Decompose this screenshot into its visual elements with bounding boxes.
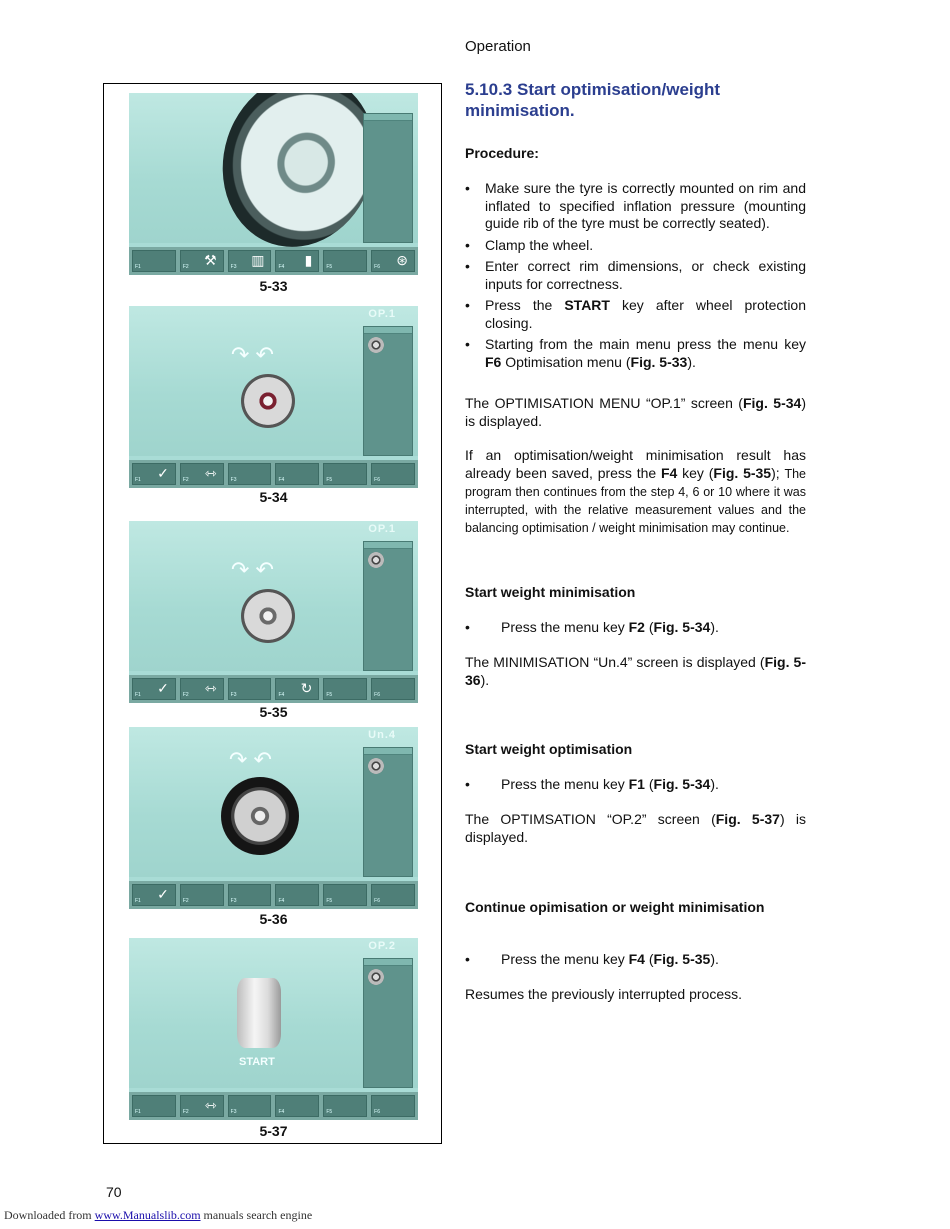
f5-key[interactable]: F5 [323, 884, 367, 906]
f3-key[interactable]: F3 ▥ [228, 250, 272, 272]
rim-icon [241, 589, 295, 643]
function-key-bar [129, 247, 418, 275]
weight-shift-icon: ⇿ [204, 680, 217, 696]
figure-5-35 [129, 521, 418, 703]
f3-key[interactable]: F3 [228, 1095, 272, 1117]
f1-key[interactable]: F1 ✓ [132, 463, 176, 485]
f1-key[interactable]: F1 ✓ [132, 884, 176, 906]
start-label: START [239, 1056, 275, 1068]
rim-side-icon [237, 978, 281, 1048]
para-op1: The OPTIMISATION MENU “OP.1” screen (Fig. 5-34) is displayed. [465, 395, 807, 429]
f1-key[interactable]: F1 ✓ [132, 678, 176, 700]
rotation-arrows-icon: ↷ ↶ [229, 747, 272, 772]
status-panel [363, 541, 413, 671]
status-panel [363, 326, 413, 456]
f3-key[interactable]: F3 [228, 463, 272, 485]
check-icon: ✓ [157, 680, 169, 696]
para-min: The MINIMISATION “Un.4” screen is displayed (Fig. 5-36). [465, 654, 806, 688]
f5-key[interactable]: F5 [323, 678, 367, 700]
f6-key[interactable]: F6 [371, 463, 415, 485]
page-number: 70 [106, 1184, 122, 1200]
function-key-bar [129, 1092, 418, 1120]
weight-shift-icon: ⇿ [204, 465, 217, 481]
status-panel [363, 113, 413, 243]
status-panel [363, 958, 413, 1088]
figure-5-37 [129, 938, 418, 1120]
para-saved-result [465, 447, 806, 537]
heading-continue: Continue opimisation or weight minimisation [465, 899, 765, 915]
bullet-min [465, 619, 806, 641]
f6-key[interactable]: F6 [371, 678, 415, 700]
figure-caption: 5-34 [259, 489, 288, 505]
f2-key[interactable]: F2 ⚒ [180, 250, 224, 272]
bullet-list [465, 180, 806, 371]
weight-shift-icon: ⇿ [204, 1097, 217, 1113]
procedure-list [465, 180, 806, 375]
wheel-icon: ⊛ [396, 252, 408, 268]
function-key-bar [129, 881, 418, 909]
bullet-cont [465, 951, 806, 973]
heading-start-optimisation: Start weight optimisation [465, 741, 633, 757]
screen-title: Un.4 [368, 729, 396, 741]
para-saved-detail: The program then continues from the step 4, 6 or 10 where it was interrupted, with the relative measurement values and the balancing optimisation / weight minimisation may continue. [465, 466, 806, 535]
f5-key[interactable]: F5 [323, 463, 367, 485]
list-item: • Press the menu key F1 (Fig. 5-34). [465, 776, 806, 794]
resume-icon: ↻ [300, 680, 313, 696]
f4-key[interactable]: F4 [275, 884, 319, 906]
rim-icon [241, 374, 295, 428]
f4-key[interactable]: F4 [275, 1095, 319, 1117]
tools-icon: ⚒ [204, 252, 217, 268]
list-item: • Starting from the main menu press the menu key F6 Optimisation menu (Fig. 5-33). [465, 336, 806, 371]
balancer-icon: ▥ [251, 252, 265, 268]
figure-caption: 5-37 [259, 1123, 288, 1139]
screen-title: OP.1 [368, 523, 396, 535]
heading-start-minimisation: Start weight minimisation [465, 584, 636, 600]
function-key-bar [129, 460, 418, 488]
weight-icon: ▮ [304, 252, 313, 268]
f3-key[interactable]: F3 [228, 884, 272, 906]
para-cont: Resumes the previously interrupted process. [465, 986, 743, 1002]
list-item: • Press the START key after wheel protection closing. [465, 297, 806, 332]
rotation-arrows-icon: ↷ ↶ [231, 557, 274, 582]
figure-caption: 5-33 [259, 278, 288, 294]
screen-title: OP.2 [368, 940, 396, 952]
figure-caption: 5-35 [259, 704, 288, 720]
list-item: • Press the menu key F2 (Fig. 5-34). [465, 619, 806, 637]
figure-5-34 [129, 306, 418, 488]
f2-key[interactable]: F2 [180, 884, 224, 906]
procedure-label: Procedure: [465, 145, 539, 161]
list-item: • Clamp the wheel. [465, 237, 806, 255]
f4-key[interactable]: F4 [275, 463, 319, 485]
download-footer: Downloaded from www.Manualslib.com manuals search engine [4, 1208, 313, 1222]
screen-title: OP.1 [368, 308, 396, 320]
rotation-arrows-icon: ↷ ↶ [231, 342, 274, 367]
check-icon: ✓ [157, 886, 169, 902]
bullet-opt [465, 776, 806, 798]
wheel-icon [368, 337, 384, 353]
f2-key[interactable]: F2 ⇿ [180, 1095, 224, 1117]
f2-key[interactable]: F2 ⇿ [180, 463, 224, 485]
figures-frame [103, 83, 442, 1144]
f5-key[interactable]: F5 [323, 1095, 367, 1117]
wheel-icon [368, 969, 384, 985]
figure-5-33 [129, 93, 418, 275]
wheel-icon [368, 552, 384, 568]
figure-5-36 [129, 727, 418, 909]
running-header: Operation [465, 38, 531, 55]
figure-caption: 5-36 [259, 911, 288, 927]
function-key-bar [129, 675, 418, 703]
check-icon: ✓ [157, 465, 169, 481]
para-opt: The OPTIMSATION “OP.2” screen (Fig. 5-37) is displayed. [465, 811, 806, 845]
tyre-icon [221, 777, 299, 855]
list-item: • Press the menu key F4 (Fig. 5-35). [465, 951, 806, 969]
f4-key[interactable]: F4 ↻ [275, 678, 319, 700]
f6-key[interactable]: F6 [371, 884, 415, 906]
list-item: • Make sure the tyre is correctly mounted on rim and inflated to specified inflation pressure (mounting guide rib of the tyre must be correctly seated). [465, 180, 806, 233]
section-title: 5.10.3 Start optimisation/weight minimisation. [465, 80, 721, 120]
para-saved-main: If an optimisation/weight minimisation result has already been saved, press the F4 key (Fig. 5-35); [465, 447, 806, 481]
f1-key[interactable]: F1 [132, 250, 176, 272]
f6-key[interactable]: F6 [371, 1095, 415, 1117]
list-item: • Enter correct rim dimensions, or check existing inputs for correctness. [465, 258, 806, 293]
f1-key[interactable]: F1 [132, 1095, 176, 1117]
f6-key[interactable]: F6 ⊛ [371, 250, 415, 272]
wheel-icon [368, 758, 384, 774]
manualslib-link[interactable]: www.Manualslib.com [94, 1208, 201, 1222]
f4-key[interactable]: F4 ▮ [275, 250, 319, 272]
status-panel [363, 747, 413, 877]
f3-key[interactable]: F3 [228, 678, 272, 700]
f5-key[interactable]: F5 [323, 250, 367, 272]
f2-key[interactable]: F2 ⇿ [180, 678, 224, 700]
